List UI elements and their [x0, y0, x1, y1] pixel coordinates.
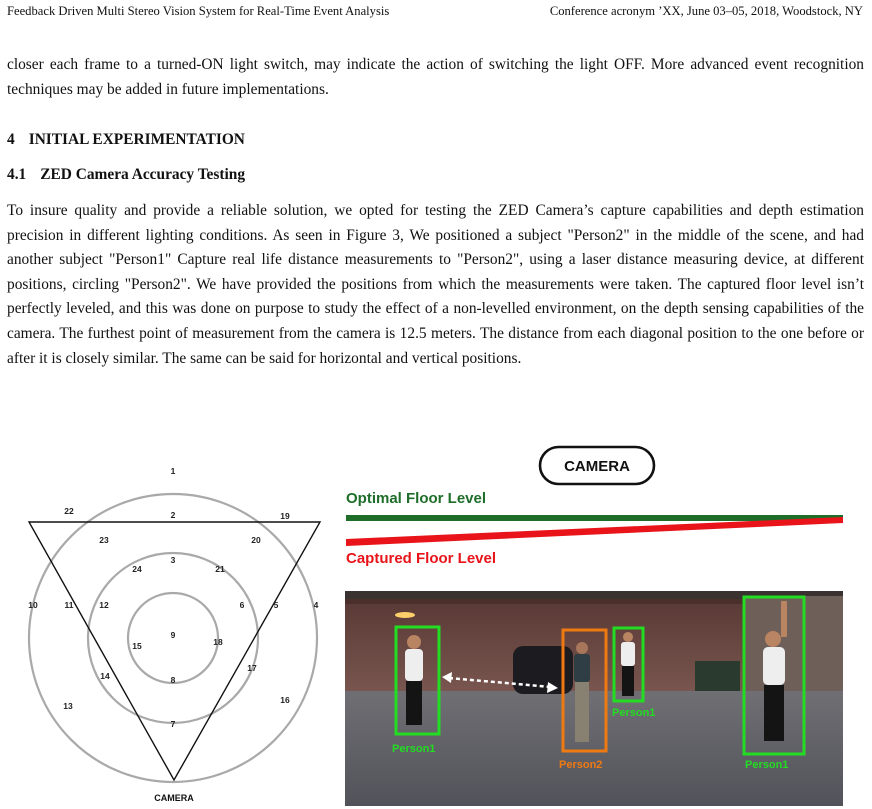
- position-label-15: 15: [132, 641, 142, 651]
- position-label-21: 21: [215, 564, 225, 574]
- subsection-title: ZED Camera Accuracy Testing: [40, 166, 246, 183]
- position-label-13: 13: [63, 701, 73, 711]
- subsection-heading: [7, 166, 245, 184]
- position-label-19: 19: [280, 511, 290, 521]
- position-label-5: 5: [273, 600, 279, 610]
- paragraph-zed-testing: To insure quality and provide a reliable solution, we opted for testing the ZED Camera’s capture capabilities and depth estimation precision in different lighting conditions. As seen in Figure 3, We positioned a subject "Person2" in the middle of the scene, and had another subject "Person1" Capture real life distance measurements to "Person2", using a laser distance measuring device, at different positions, circling "Person2". We have provided the positions from which the measurements were taken. The captured floor level isn’t perfectly leveled, and this was done on purpose to study the effect of a non-levelled environment, on the depth sensing capabilities of the camera. The furthest point of measurement from the camera is 12.5 meters. The distance from each diagonal position to the one before or after it is closely similar. The same can be said for horizontal and vertical positions.: [7, 202, 864, 367]
- position-label-10: 10: [28, 600, 38, 610]
- header-title: Feedback Driven Multi Stereo Vision System for Real-Time Event Analysis: [7, 4, 390, 18]
- position-label-11: 11: [64, 600, 74, 610]
- position-label-23: 23: [99, 535, 109, 545]
- position-label-17: 17: [247, 663, 257, 673]
- captured-floor-label: Captured Floor Level: [346, 550, 497, 567]
- scene-photo: [345, 591, 843, 806]
- position-label-18: 18: [213, 637, 223, 647]
- wall-lamp: [395, 612, 415, 618]
- running-header: [7, 4, 863, 19]
- position-label-4: 4: [313, 600, 319, 610]
- person2: [574, 642, 590, 742]
- position-label-2: 2: [170, 510, 176, 520]
- paragraph-continued: closer each frame to a turned-ON light switch, may indicate the action of switching the light OFF. More advanced event recognition techniques may be added in future implementations.: [7, 56, 864, 98]
- position-label-1: 1: [170, 466, 176, 476]
- optimal-floor-label: Optimal Floor Level: [346, 490, 487, 507]
- section-title: INITIAL EXPERIMENTATION: [28, 131, 245, 148]
- captured-floor-line: [346, 517, 843, 546]
- positions-diagram: [0, 455, 340, 809]
- section-heading: [7, 131, 245, 149]
- person2-label: Person2: [559, 759, 603, 771]
- position-label-24: 24: [132, 564, 142, 574]
- position-label-7: 7: [170, 719, 176, 729]
- position-label-14: 14: [100, 671, 110, 681]
- position-label-16: 16: [280, 695, 290, 705]
- section-number: 4: [7, 131, 15, 148]
- position-label-8: 8: [170, 675, 176, 685]
- person1-right-label: Person1: [745, 759, 789, 771]
- scene-photo-drawing: [345, 591, 843, 806]
- header-conference: Conference acronym ’XX, June 03–05, 2018, Woodstock, NY: [549, 4, 863, 18]
- floor-level-panel: [340, 440, 850, 590]
- diagram-camera-label: CAMERA: [154, 793, 194, 803]
- trampoline: [695, 661, 740, 691]
- camera-badge-label: CAMERA: [564, 458, 630, 475]
- person1-left-label: Person1: [392, 743, 436, 755]
- position-label-20: 20: [251, 535, 261, 545]
- position-label-9: 9: [170, 630, 176, 640]
- position-label-12: 12: [99, 600, 109, 610]
- person1-middle-label: Person1: [612, 707, 656, 719]
- right-building: [745, 596, 843, 691]
- position-label-6: 6: [239, 600, 245, 610]
- position-label-22: 22: [64, 506, 74, 516]
- subsection-number: 4.1: [7, 166, 27, 183]
- position-label-3: 3: [170, 555, 176, 565]
- optimal-floor-line: [346, 515, 843, 521]
